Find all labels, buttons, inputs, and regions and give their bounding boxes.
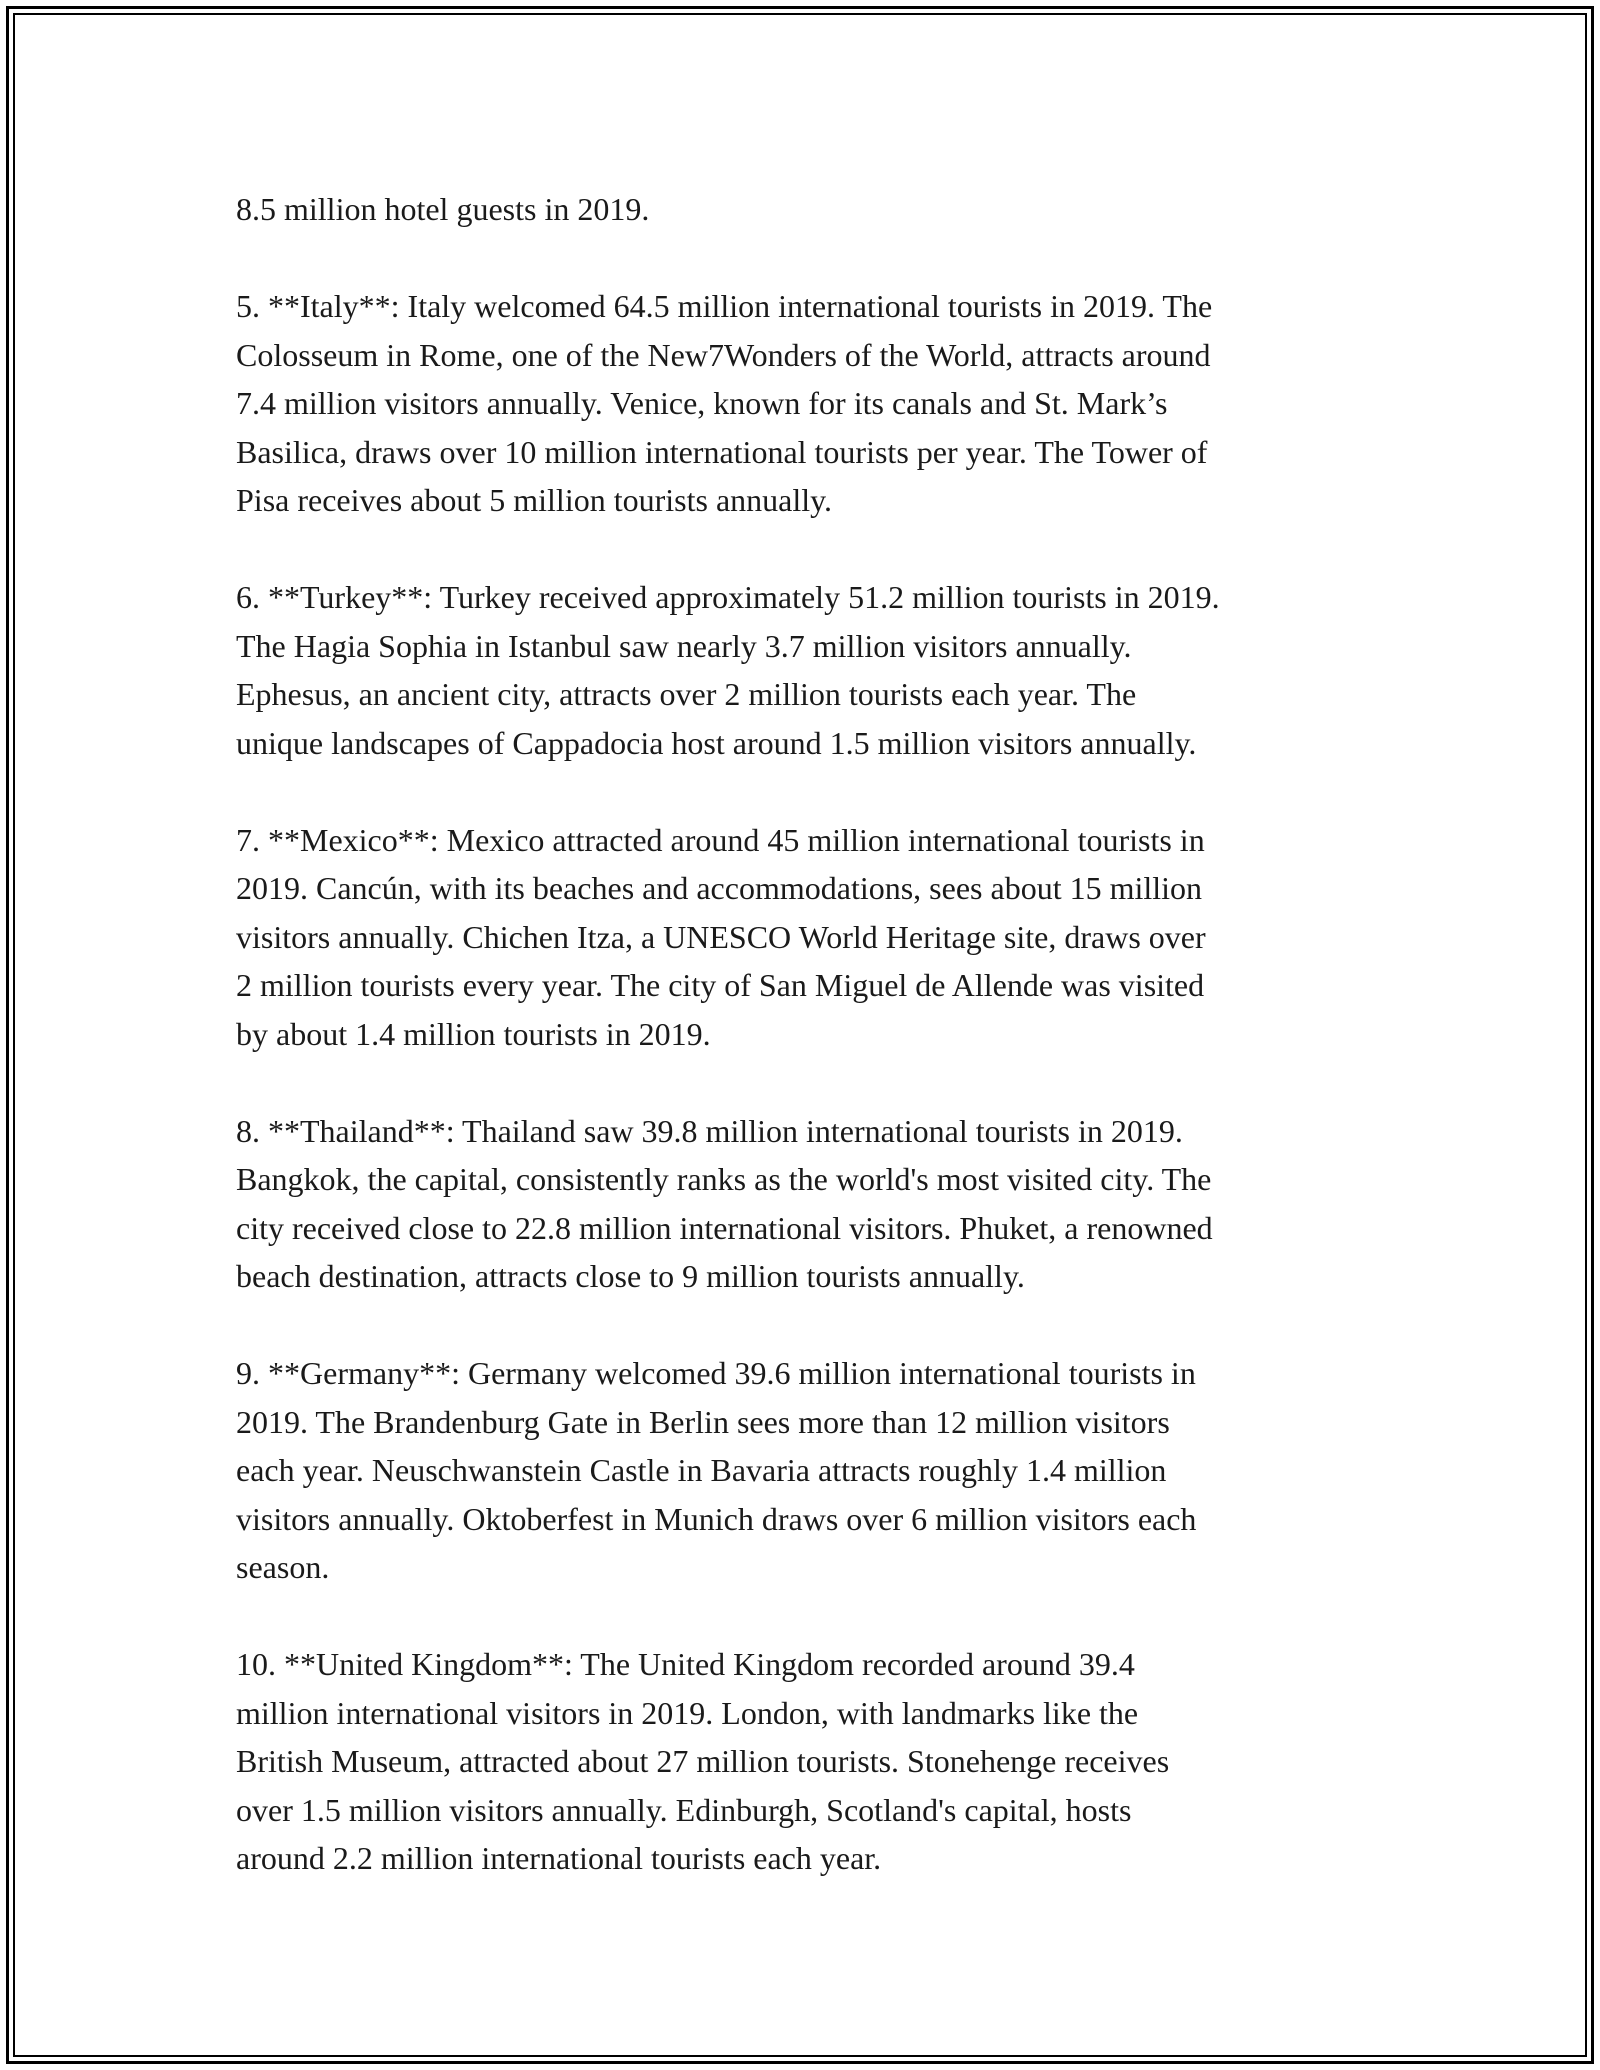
paragraph-turkey: 6. **Turkey**: Turkey received approximately 51.2 million tourists in 2019. The Hagia Sophia in Istanbul saw nearly 3.7 million visitors annually. Ephesus, an ancient city, attracts over 2 million tourists each year. The unique landscapes of Cappadocia host around 1.5 million visitors annually. [236, 579, 1220, 761]
paragraph-mexico: 7. **Mexico**: Mexico attracted around 45 million international tourists in 2019. Cancún, with its beaches and accommodations, sees about 15 million visitors annually. Chichen Itza, a UNESCO World Heritage site, draws over 2 million tourists every year. The city of San Miguel de Allende was visited by about 1.4 million tourists in 2019. [236, 821, 1206, 1052]
document-body [236, 185, 1396, 1883]
paragraph-thailand: 8. **Thailand**: Thailand saw 39.8 million international tourists in 2019. Bangkok, the capital, consistently ranks as the world's most visited city. The city received close to 22.8 million international visitors. Phuket, a renowned beach destination, attracts close to 9 million tourists annually. [236, 1112, 1213, 1294]
paragraph-united-kingdom: 10. **United Kingdom**: The United Kingdom recorded around 39.4 million international visitors in 2019. London, with landmarks like the British Museum, attracted about 27 million tourists. Stonehenge receives over 1.5 million visitors annually. Edinburgh, Scotland's capital, hosts around 2.2 million international tourists each year. [236, 1646, 1170, 1876]
paragraph-italy: 5. **Italy**: Italy welcomed 64.5 million international tourists in 2019. The Colosseum in Rome, one of the New7Wonders of the World, attracts around 7.4 million visitors annually. Venice, known for its canals and St. Mark’s Basilica, draws over 10 million international tourists per year. The Tower of Pisa receives about 5 million tourists annually. [236, 288, 1213, 518]
paragraph-germany: 9. **Germany**: Germany welcomed 39.6 million international tourists in 2019. The Brandenburg Gate in Berlin sees more than 12 million visitors each year. Neuschwanstein Castle in Bavaria attracts roughly 1.4 million visitors annually. Oktoberfest in Munich draws over 6 million visitors each season. [236, 1355, 1197, 1585]
paragraph-continuation: 8.5 million hotel guests in 2019. [236, 191, 650, 227]
